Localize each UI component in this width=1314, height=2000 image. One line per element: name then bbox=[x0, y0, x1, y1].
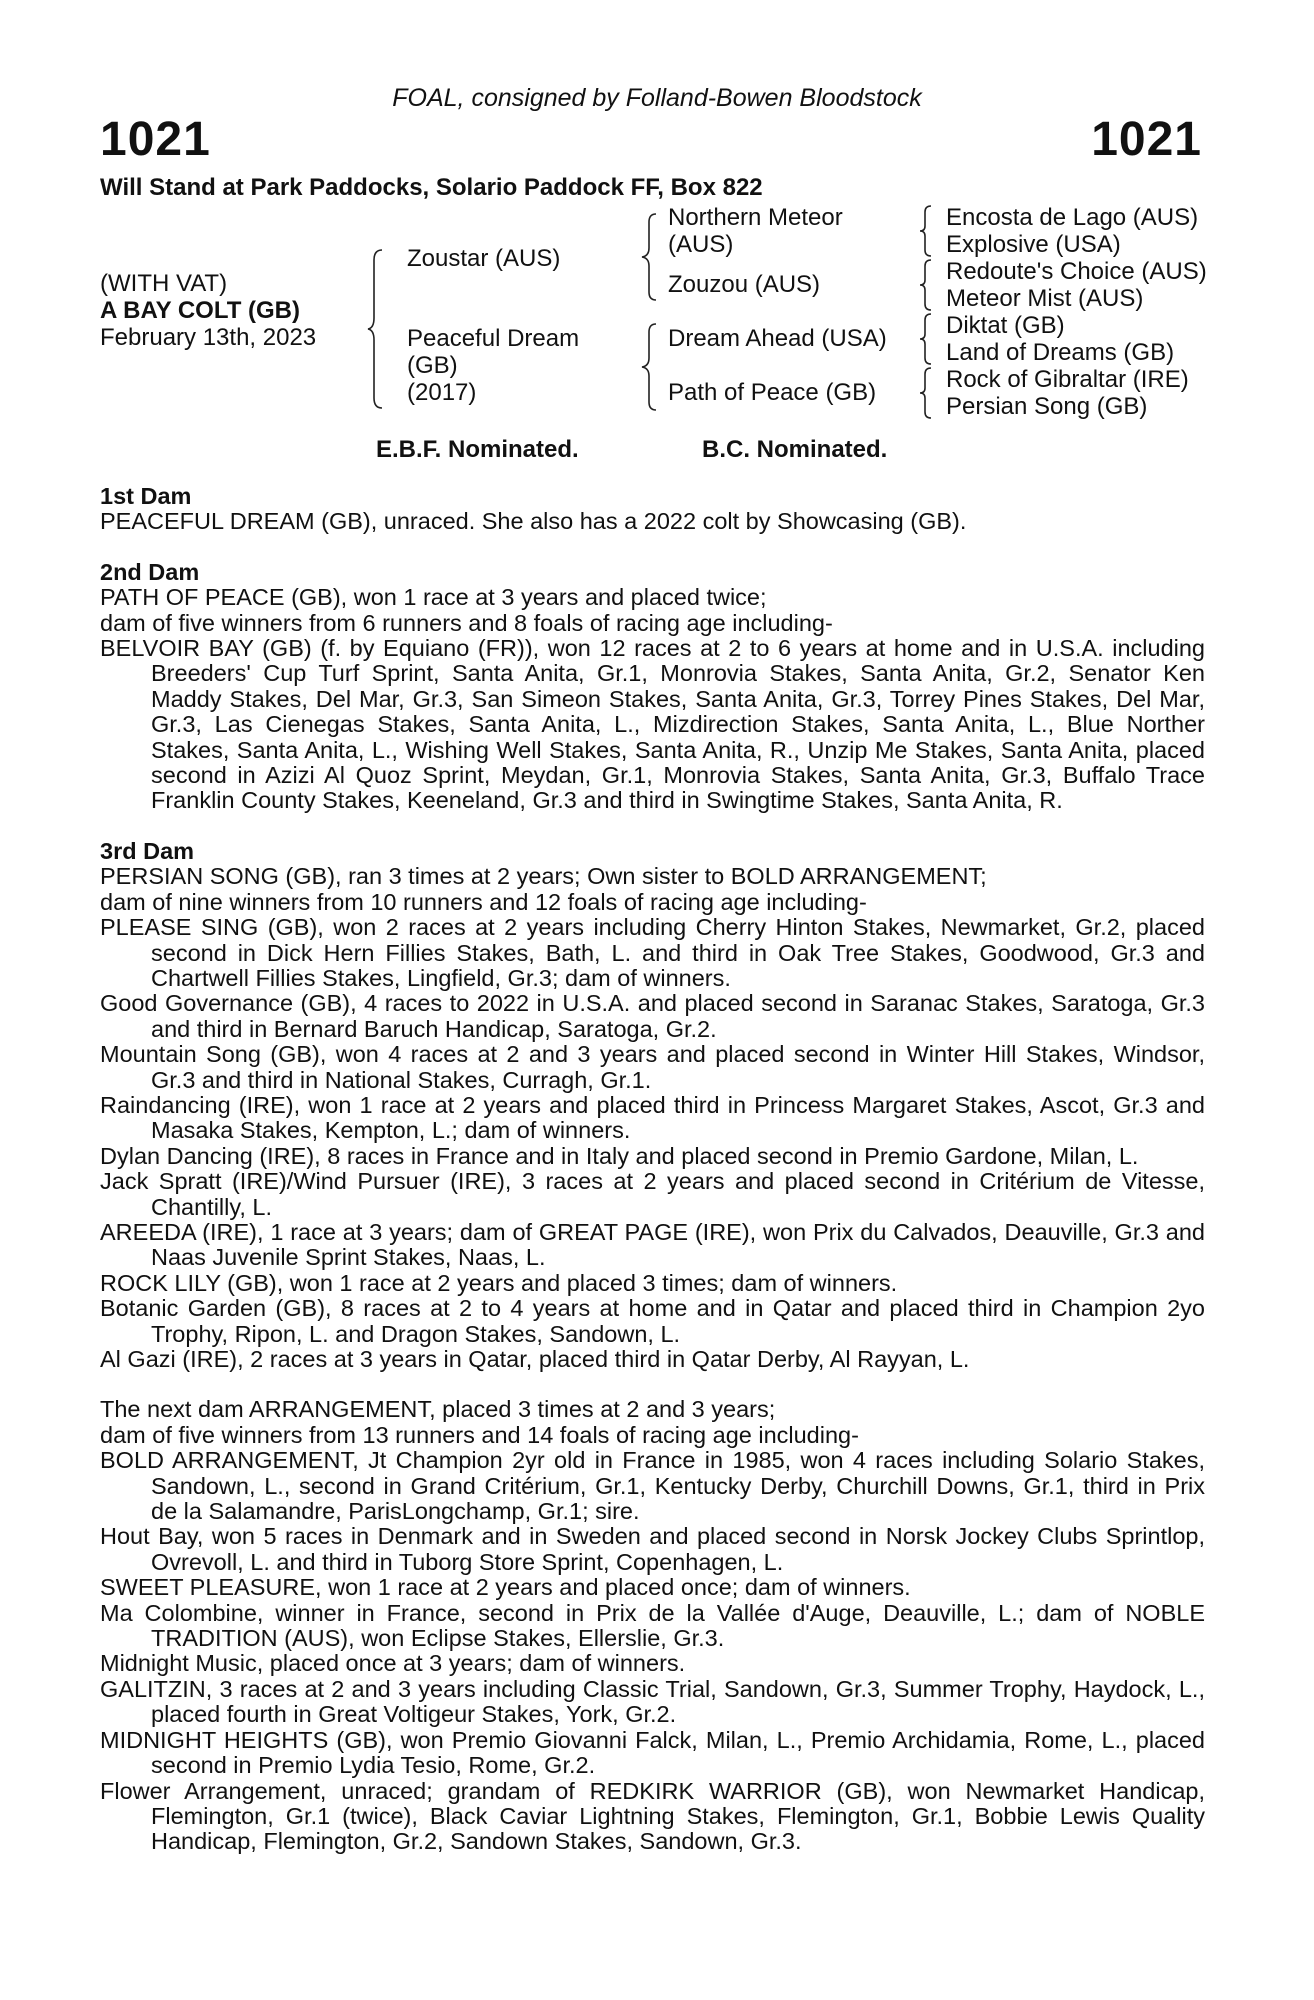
dam-year: (2017) bbox=[407, 379, 477, 406]
next-dam-line2: dam of five winners from 13 runners and 14 foals of racing age including- bbox=[100, 1421, 859, 1448]
brace-gen3-3 bbox=[918, 312, 934, 366]
entry-mountain-song: Mountain Song (GB), won 4 races at 2 and 3 years and placed second in Winter Hill Stakes, Windsor, Gr.3 and third in National Stakes, Curragh, Gr.1. bbox=[100, 1041, 1205, 1093]
third-dam-line1: PERSIAN SONG (GB), ran 3 times at 2 years; Own sister to BOLD ARRANGEMENT; bbox=[100, 863, 987, 890]
entry-good-governance: Good Governance (GB), 4 races to 2022 in U.S.A. and placed second in Saranac Stakes, Saratoga, Gr.3 and third in Bernard Baruch Handicap, Saratoga, Gr.2. bbox=[100, 990, 1205, 1042]
gen3-ssd: Explosive (USA) bbox=[946, 231, 1121, 258]
entry-flower-arrangement: Flower Arrangement, unraced; grandam of REDKIRK WARRIOR (GB), won Newmarket Handicap, Flemington, Gr.1 (twice), Black Caviar Lightning Stakes, Flemington, Gr.1, Bobbie Lewis Quality Handicap, Flemington, Gr.2, Sandown Stakes, Sandown, Gr.3. bbox=[100, 1777, 1205, 1855]
entry-al-gazi: Al Gazi (IRE), 2 races at 3 years in Qatar, placed third in Qatar Derby, Al Rayyan, L. bbox=[100, 1346, 970, 1372]
gen3-sds: Redoute's Choice (AUS) bbox=[946, 258, 1207, 285]
entry-rock-lily: ROCK LILY (GB), won 1 race at 2 years and placed 3 times; dam of winners. bbox=[100, 1269, 898, 1296]
gen3-dss: Diktat (GB) bbox=[946, 312, 1065, 339]
entry-botanic-garden: Botanic Garden (GB), 8 races at 2 to 4 years at home and in Qatar and placed third in Champion 2yo Trophy, Ripon, L. and Dragon Stakes, Sandown, L. bbox=[100, 1295, 1205, 1347]
dam-dam: Path of Peace (GB) bbox=[668, 379, 877, 406]
gen3-ddd: Persian Song (GB) bbox=[946, 393, 1148, 420]
brace-gen3-2 bbox=[918, 258, 934, 312]
third-dam-line2: dam of nine winners from 10 runners and 12 foals of racing age including- bbox=[100, 888, 867, 915]
gen3-dds: Rock of Gibraltar (IRE) bbox=[946, 366, 1189, 393]
entry-dylan-dancing: Dylan Dancing (IRE), 8 races in France and in Italy and placed second in Premio Gardone, Milan, L. bbox=[100, 1142, 1139, 1169]
second-dam-line1: PATH OF PEACE (GB), won 1 race at 3 years and placed twice; bbox=[100, 584, 767, 611]
lot-number-left: 1021 bbox=[100, 113, 211, 166]
sire-dam: Zouzou (AUS) bbox=[668, 271, 821, 298]
foaling-date: February 13th, 2023 bbox=[100, 324, 317, 351]
gen3-sss: Encosta de Lago (AUS) bbox=[946, 204, 1199, 231]
entry-belvoir-bay: BELVOIR BAY (GB) (f. by Equiano (FR)), won 12 races at 2 to 6 years at home and in U.S.A. including Breeders' Cup Turf Sprint, Santa Anita, Gr.1, Monrovia Stakes, Santa Anita, Gr.2, Senator Ken Maddy Stakes, Del Mar, Gr.3, San Simeon Stakes, Santa Anita, Gr.3, Torrey Pines Stakes, Del Mar, Gr.3, Las Cienegas Stakes, Santa Anita, L., Mizdirection Stakes, Santa Anita, L., Blue Norther Stakes, Santa Anita, L., Wishing Well Stakes, Santa Anita, R., Unzip Me Stakes, Santa Anita, placed second in Azizi Al Quoz Sprint, Meydan, Gr.1, Monrovia Stakes, Santa Anita, Gr.3, Buffalo Trace Franklin County Stakes, Keeneland, Gr.3 and third in Swingtime Stakes, Santa Anita, R. bbox=[100, 635, 1205, 814]
sire-sire-country: (AUS) bbox=[668, 231, 734, 258]
entry-areeda: AREEDA (IRE), 1 race at 3 years; dam of GREAT PAGE (IRE), won Prix du Calvados, Deauville, Gr.3 and Naas Juvenile Sprint Stakes, Naas, L. bbox=[100, 1218, 1205, 1271]
entry-jack-spratt: Jack Spratt (IRE)/Wind Pursuer (IRE), 3 races at 2 years and placed second in Critérium de Vitesse, Chantilly, L. bbox=[100, 1168, 1205, 1220]
entry-sweet-pleasure: SWEET PLEASURE, won 1 race at 2 years and placed once; dam of winners. bbox=[100, 1574, 911, 1601]
sire-sire: Northern Meteor bbox=[668, 204, 843, 231]
consignment-line: FOAL, consigned by Folland-Bowen Bloodstock bbox=[392, 84, 922, 112]
bc-nomination: B.C. Nominated. bbox=[702, 436, 888, 463]
ebf-nomination: E.B.F. Nominated. bbox=[376, 436, 579, 463]
first-dam-heading: 1st Dam bbox=[100, 483, 192, 509]
sire-name: Zoustar (AUS) bbox=[407, 245, 561, 272]
gen3-dsd: Land of Dreams (GB) bbox=[946, 339, 1175, 366]
second-dam-heading: 2nd Dam bbox=[100, 558, 200, 585]
entry-midnight-music: Midnight Music, placed once at 3 years; dam of winners. bbox=[100, 1650, 686, 1677]
entry-bold-arrangement: BOLD ARRANGEMENT, Jt Champion 2yr old in France in 1985, won 4 races including Solario Stakes, Sandown, L., second in Grand Critérium, Gr.1, Kentucky Derby, Churchill Downs, Gr.1, third in Prix de la Salamandre, ParisLongchamp, Gr.1; sire. bbox=[100, 1447, 1205, 1525]
entry-midnight-heights: MIDNIGHT HEIGHTS (GB), won Premio Giovanni Falck, Milan, L., Premio Archidamia, Rome, L., placed second in Premio Lydia Tesio, Rome, Gr.2. bbox=[100, 1726, 1205, 1779]
dam-name: Peaceful Dream bbox=[407, 325, 580, 352]
dam-sire: Dream Ahead (USA) bbox=[668, 325, 887, 352]
brace-gen3-4 bbox=[918, 366, 934, 420]
third-dam-heading: 3rd Dam bbox=[100, 837, 195, 864]
entry-hout-bay: Hout Bay, won 5 races in Denmark and in Sweden and placed second in Norsk Jockey Clubs Sprintlop, Ovrevoll, L. and third in Tuborg Store Sprint, Copenhagen, L. bbox=[100, 1523, 1205, 1575]
entry-ma-colombine: Ma Colombine, winner in France, second in Prix de la Vallée d'Auge, Deauville, L.; dam of NOBLE TRADITION (AUS), won Eclipse Stakes, Ellerslie, Gr.3. bbox=[100, 1599, 1205, 1652]
brace-dam bbox=[640, 322, 660, 412]
first-dam-text: PEACEFUL DREAM (GB), unraced. She also has a 2022 colt by Showcasing (GB). bbox=[100, 508, 967, 535]
vat-label: (WITH VAT) bbox=[100, 270, 228, 297]
brace-main bbox=[366, 248, 386, 410]
entry-raindancing: Raindancing (IRE), won 1 race at 2 years and placed third in Princess Margaret Stakes, Ascot, Gr.3 and Masaka Stakes, Kempton, L.; dam of winners. bbox=[100, 1091, 1205, 1144]
entry-galitzin: GALITZIN, 3 races at 2 and 3 years including Classic Trial, Sandown, Gr.3, Summer Trophy, Haydock, L., placed fourth in Great Voltigeur Stakes, York, Gr.2. bbox=[100, 1675, 1205, 1728]
lot-number-right: 1021 bbox=[1091, 113, 1202, 166]
horse-name: A BAY COLT (GB) bbox=[100, 297, 301, 324]
brace-sire bbox=[640, 212, 660, 302]
gen3-sdd: Meteor Mist (AUS) bbox=[946, 285, 1144, 312]
entry-please-sing: PLEASE SING (GB), won 2 races at 2 years including Cherry Hinton Stakes, Newmarket, Gr.2, placed second in Dick Hern Fillies Stakes, Bath, L. and third in Oak Tree Stakes, Goodwood, Gr.3 and Chartwell Fillies Stakes, Lingfield, Gr.3; dam of winners. bbox=[100, 914, 1205, 991]
next-dam-line1: The next dam ARRANGEMENT, placed 3 times at 2 and 3 years; bbox=[100, 1396, 776, 1423]
brace-gen3-1 bbox=[918, 204, 934, 258]
standing-location: Will Stand at Park Paddocks, Solario Paddock FF, Box 822 bbox=[100, 174, 763, 201]
second-dam-line2: dam of five winners from 6 runners and 8 foals of racing age including- bbox=[100, 609, 833, 636]
dam-country: (GB) bbox=[407, 352, 458, 379]
produce-record bbox=[100, 484, 1205, 1855]
